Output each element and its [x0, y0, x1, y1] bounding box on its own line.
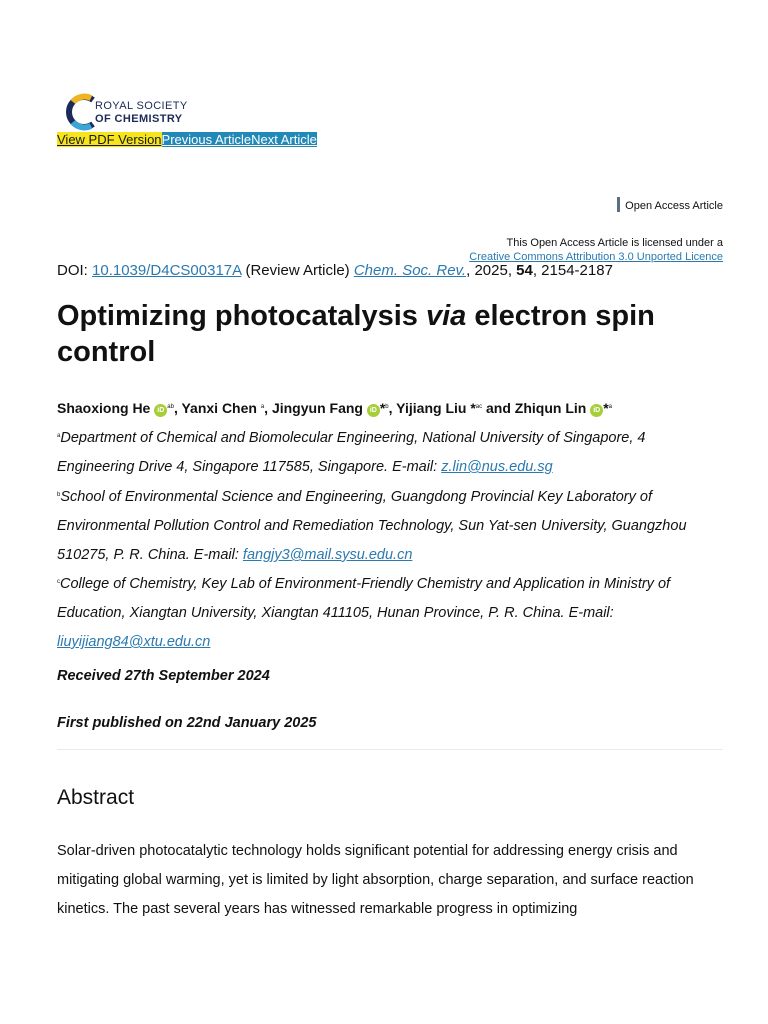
article-nav: [57, 132, 317, 148]
author-affiliation-marks: b: [385, 404, 389, 410]
author-affiliation-marks: a: [260, 404, 265, 410]
citation-year: , 2025,: [466, 262, 517, 279]
orcid-icon[interactable]: iD: [154, 404, 167, 417]
abstract-text: Solar-driven photocatalytic technology holds significant potential for addressing energy crisis and mitigating global warming, yet is limited by light absorption, charge separation, and surface reaction kinetics. The past several years has witnessed remarkable progress in optimizing: [57, 843, 694, 917]
email-link[interactable]: z.lin@nus.edu.sg: [441, 459, 553, 475]
rsc-logo[interactable]: [65, 92, 215, 132]
rsc-logo-text: [95, 100, 188, 126]
open-access-badge: [617, 197, 723, 212]
section-divider: [57, 749, 723, 750]
author-name[interactable]: Yanxi Chen: [181, 400, 257, 416]
doi-link[interactable]: 10.1039/D4CS00317A: [92, 262, 242, 279]
received-date: Received 27th September 2024: [57, 668, 270, 684]
author-separator: ,: [173, 400, 182, 416]
citation-volume: 54: [516, 262, 533, 279]
affiliation-a: [57, 422, 723, 482]
citation-line: [57, 262, 613, 280]
corresponding-star: *: [603, 400, 609, 416]
previous-article-button[interactable]: Previous Article: [161, 132, 252, 147]
rsc-logo-icon: [65, 92, 99, 132]
abstract-heading: Abstract: [57, 786, 135, 809]
article-title: [57, 298, 717, 370]
citation-pages: , 2154-2187: [532, 262, 613, 279]
title-part-2: electron spin control: [57, 300, 655, 368]
affiliation-mark: b: [57, 492, 61, 498]
article-type: (Review Article): [241, 262, 354, 279]
author-separator: and: [482, 400, 515, 416]
journal-link[interactable]: Chem. Soc. Rev.: [353, 262, 467, 279]
title-italic: via: [426, 300, 467, 332]
author-separator: ,: [264, 400, 272, 416]
title-part-1: Optimizing photocatalysis: [57, 300, 426, 332]
next-article-button[interactable]: Next Article: [251, 132, 317, 147]
author-name[interactable]: Yijiang Liu: [396, 400, 467, 416]
author-name[interactable]: Jingyun Fang: [271, 400, 363, 416]
logo-line-2: OF CHEMISTRY: [95, 113, 183, 125]
affiliation-mark: c: [57, 579, 60, 585]
author-affiliation-marks: ab: [167, 404, 174, 410]
view-pdf-button[interactable]: View PDF Version: [57, 132, 162, 147]
corresponding-star: *: [470, 400, 476, 416]
affiliation-text: College of Chemistry, Key Lab of Environment-Friendly Chemistry and Application in Ministry of Education, Xiangtan University, Xiangtan 411105, Hunan Province, P. R. China. E-mail:: [57, 576, 671, 621]
published-date: First published on 22nd January 2025: [57, 715, 317, 731]
affiliation-text: School of Environmental Science and Engineering, Guangdong Provincial Key Laboratory of Environmental Pollution Control and Remediation Technology, Sun Yat-sen University, Guangzhou 510275, P. R. China. E-mail:: [57, 489, 687, 563]
author-affiliation-marks: ac: [475, 404, 483, 410]
open-access-label: Open Access Article: [625, 200, 723, 212]
affiliation-text: Department of Chemical and Biomolecular Engineering, National University of Singapore, 4 Engineering Drive 4, Singapore 117585, Singapore. E-mail:: [57, 430, 646, 475]
author-name[interactable]: Shaoxiong He: [57, 400, 151, 416]
orcid-icon[interactable]: iD: [367, 404, 380, 417]
open-access-icon: [617, 197, 620, 212]
author-affiliation-marks: a: [608, 404, 613, 410]
email-link[interactable]: liuyijiang84@xtu.edu.cn: [57, 634, 211, 650]
affiliation-b: [57, 481, 723, 570]
corresponding-star: *: [379, 400, 386, 416]
author-name[interactable]: Zhiqun Lin: [514, 400, 587, 416]
logo-line-1: ROYAL SOCIETY: [95, 100, 188, 112]
licence-link[interactable]: Creative Commons Attribution 3.0 Unported Licence: [469, 251, 723, 263]
licence-notice: [469, 236, 723, 264]
author-separator: ,: [388, 400, 397, 416]
author-list: [57, 397, 612, 418]
affiliation-c: [57, 568, 723, 657]
licence-text: This Open Access Article is licensed under a: [506, 237, 723, 249]
doi-label: DOI:: [57, 262, 93, 279]
affiliation-mark: a: [57, 433, 61, 439]
orcid-icon[interactable]: iD: [590, 404, 603, 417]
email-link[interactable]: fangjy3@mail.sysu.edu.cn: [242, 547, 413, 563]
